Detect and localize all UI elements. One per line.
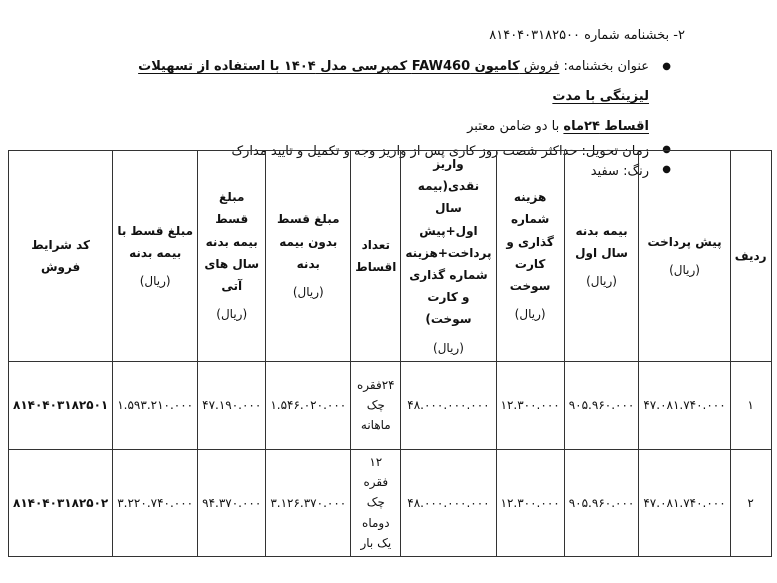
header-insurance: بیمه بدنه سال اول (ریال) <box>564 151 639 362</box>
section-heading: ۲- بخشنامه شماره ۸۱۴۰۴۰۳۱۸۲۵۰۰ <box>489 28 685 43</box>
cell-numbering: ۱۲.۳۰۰.۰۰۰ <box>496 361 564 449</box>
cell-count: ۲۴فقره چک ماهانه <box>351 361 401 449</box>
sale-conditions-table <box>8 150 772 557</box>
cell-row-number: ۱ <box>730 361 771 449</box>
cell-cash: ۴۸.۰۰۰.۰۰۰.۰۰۰ <box>401 449 496 556</box>
table-row <box>9 449 772 556</box>
cell-code: ۸۱۴۰۴۰۳۱۸۲۵۰۱ <box>9 361 113 449</box>
color-info: ● رنگ: سفید <box>89 162 649 182</box>
header-code: کد شرایط فروش <box>9 151 113 362</box>
cell-future-ins: ۹۴.۳۷۰.۰۰۰ <box>198 449 266 556</box>
header-count: تعداد اقساط <box>351 151 401 362</box>
header-future-ins: مبلغ قسط بیمه بدنه سال های آتی (ریال) <box>198 151 266 362</box>
title-bold-2: اقساط ۲۴ماه <box>563 119 649 134</box>
cell-row-number: ۲ <box>730 449 771 556</box>
cell-prepayment: ۴۷.۰۸۱.۷۴۰.۰۰۰ <box>639 449 730 556</box>
cell-inst-no-ins: ۳.۱۲۶.۳۷۰.۰۰۰ <box>266 449 351 556</box>
cell-inst-with-ins: ۱.۵۹۳.۲۱۰.۰۰۰ <box>113 361 198 449</box>
title-prefix: عنوان بخشنامه: <box>559 59 649 74</box>
cell-insurance: ۹۰۵.۹۶۰.۰۰۰ <box>564 449 639 556</box>
title-rest: با دو ضامن معتبر <box>467 119 564 134</box>
cell-prepayment: ۴۷.۰۸۱.۷۴۰.۰۰۰ <box>639 361 730 449</box>
cell-insurance: ۹۰۵.۹۶۰.۰۰۰ <box>564 361 639 449</box>
table-row <box>9 361 772 449</box>
header-prepayment: پیش پرداخت (ریال) <box>639 151 730 362</box>
header-cash: واریز نقدی(بیمه سال اول+پیش پرداخت+هزینه شماره گذاری و کارت سوخت) (ریال) <box>401 151 496 362</box>
cell-inst-with-ins: ۳.۲۲۰.۷۴۰.۰۰۰ <box>113 449 198 556</box>
table-header-row <box>9 151 772 362</box>
title-bold-1: کامیون FAW460 کمپرسی مدل ۱۴۰۴ با استفاده از تسهیلات لیزینگی با مدت <box>138 59 649 104</box>
title-underlined: فروش <box>519 59 560 74</box>
cell-cash: ۴۸.۰۰۰.۰۰۰.۰۰۰ <box>401 361 496 449</box>
circular-title <box>89 52 649 142</box>
header-row-number: ردیف <box>730 151 771 362</box>
header-inst-no-ins: مبلغ قسط بدون بیمه بدنه (ریال) <box>266 151 351 362</box>
delivery-time: ● زمان تحویل: حداکثر شصت روز کاری پس از واریز وجه و تکمیل و تایید مدارک <box>89 142 649 162</box>
cell-future-ins: ۴۷.۱۹۰.۰۰۰ <box>198 361 266 449</box>
header-inst-with-ins: مبلغ قسط با بیمه بدنه (ریال) <box>113 151 198 362</box>
cell-numbering: ۱۲.۳۰۰.۰۰۰ <box>496 449 564 556</box>
cell-count: ۱۲ فقره چک دوماه یک بار <box>351 449 401 556</box>
cell-inst-no-ins: ۱.۵۴۶.۰۲۰.۰۰۰ <box>266 361 351 449</box>
cell-code: ۸۱۴۰۴۰۳۱۸۲۵۰۲ <box>9 449 113 556</box>
header-numbering: هزینه شماره گذاری و کارت سوخت (ریال) <box>496 151 564 362</box>
